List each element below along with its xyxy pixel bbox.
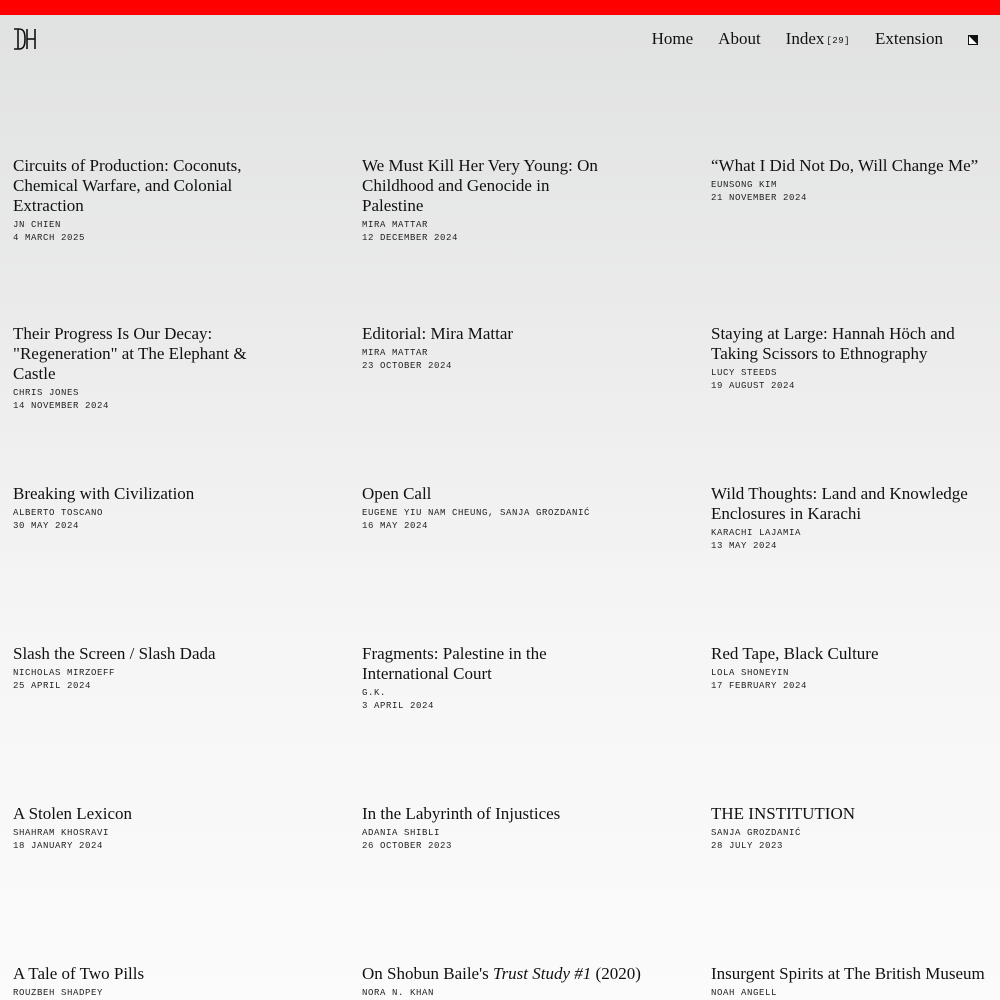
article-card[interactable] — [711, 964, 991, 1000]
nav-index-label: Index — [785, 29, 825, 48]
article-date: 19 AUGUST 2024 — [711, 381, 796, 391]
article-title-italic: Trust Study #1 — [493, 964, 592, 983]
article-title-post: (2020) — [591, 964, 641, 983]
article-title: Wild Thoughts: Land and Knowledge Enclosures in Karachi — [711, 484, 968, 523]
article-author: SHAHRAM KHOSRAVI — [13, 828, 110, 838]
article-date: 21 NOVEMBER 2024 — [711, 193, 808, 203]
article-date: 26 OCTOBER 2023 — [362, 841, 453, 851]
article-author: ALBERTO TOSCANO — [13, 508, 104, 518]
article-title: We Must Kill Her Very Young: On Childhood and Genocide in Palestine — [362, 156, 598, 215]
article-date: 12 DECEMBER 2024 — [362, 233, 459, 243]
article-card[interactable] — [362, 324, 642, 373]
article-author: ROUZBEH SHADPEY — [13, 988, 104, 998]
article-author: KARACHI LAJAMIA — [711, 528, 802, 538]
article-card[interactable] — [362, 644, 642, 713]
article-date: 23 OCTOBER 2024 — [362, 361, 453, 371]
article-title: “What I Did Not Do, Will Change Me” — [711, 156, 979, 175]
article-card[interactable] — [711, 324, 991, 393]
article-title: Open Call — [362, 484, 432, 503]
article-date: 3 APRIL 2024 — [362, 701, 435, 711]
article-title: Editorial: Mira Mattar — [362, 324, 514, 343]
article-title: Red Tape, Black Culture — [711, 644, 879, 663]
article-date: 16 MAY 2024 — [362, 521, 429, 531]
nav-home[interactable]: Home — [651, 29, 694, 48]
article-title: THE INSTITUTION — [711, 804, 855, 823]
article-author: NICHOLAS MIRZOEFF — [13, 668, 116, 678]
article-author: EUNSONG KIM — [711, 180, 778, 190]
article-author: MIRA MATTAR — [362, 348, 429, 358]
article-card[interactable] — [13, 156, 293, 245]
article-author: EUGENE YIU NAM CHEUNG, SANJA GROZDANIĆ — [362, 508, 591, 518]
article-date: 4 MARCH 2025 — [13, 233, 86, 243]
article-date: 25 APRIL 2024 — [13, 681, 92, 691]
article-date: 17 FEBRUARY 2024 — [711, 681, 808, 691]
article-card[interactable] — [711, 804, 991, 853]
article-author: MIRA MATTAR — [362, 220, 429, 230]
article-card[interactable] — [13, 644, 293, 693]
article-card[interactable] — [711, 644, 991, 693]
article-date: 18 JANUARY 2024 — [13, 841, 104, 851]
article-title: In the Labyrinth of Injustices — [362, 804, 561, 823]
article-title: Fragments: Palestine in the International Court — [362, 644, 547, 683]
article-card[interactable] — [711, 156, 991, 205]
article-card[interactable] — [711, 484, 991, 553]
article-author: LUCY STEEDS — [711, 368, 778, 378]
nav-about[interactable]: About — [718, 29, 761, 48]
article-date: 28 JULY 2023 — [711, 841, 784, 851]
article-author: NORA N. KHAN — [362, 988, 435, 998]
nav-extension[interactable]: Extension — [875, 29, 943, 48]
article-date: 14 NOVEMBER 2024 — [13, 401, 110, 411]
article-title: Breaking with Civilization — [13, 484, 195, 503]
article-author: JN CHIEN — [13, 220, 62, 230]
article-title: Staying at Large: Hannah Höch and Taking Scissors to Ethnography — [711, 324, 955, 363]
article-author: ADANIA SHIBLI — [362, 828, 441, 838]
article-card[interactable] — [362, 964, 642, 1000]
article-title: Circuits of Production: Coconuts, Chemical Warfare, and Colonial Extraction — [13, 156, 242, 215]
article-title: Insurgent Spirits at The British Museum — [711, 964, 985, 983]
article-card[interactable] — [362, 484, 642, 533]
article-date: 30 MAY 2024 — [13, 521, 80, 531]
article-card[interactable] — [362, 156, 642, 245]
article-title-pre: On Shobun Baile's — [362, 964, 494, 983]
article-card[interactable] — [13, 964, 293, 1000]
article-title: Slash the Screen / Slash Dada — [13, 644, 216, 663]
index-count-badge: [29] — [826, 36, 850, 46]
article-author: CHRIS JONES — [13, 388, 80, 398]
article-card[interactable] — [13, 804, 293, 853]
article-title: A Tale of Two Pills — [13, 964, 145, 983]
article-author: LOLA SHONEYIN — [711, 668, 790, 678]
article-card[interactable] — [362, 804, 642, 853]
article-title: Their Progress Is Our Decay: "Regeneration" at The Elephant & Castle — [13, 324, 247, 383]
article-title: A Stolen Lexicon — [13, 804, 132, 823]
article-author: SANJA GROZDANIĆ — [711, 828, 802, 838]
article-card[interactable] — [13, 324, 293, 413]
article-author: G.K. — [362, 688, 387, 698]
article-card[interactable] — [13, 484, 293, 533]
article-author: NOAH ANGELL — [711, 988, 778, 998]
article-date: 13 MAY 2024 — [711, 541, 778, 551]
article-title — [362, 964, 642, 984]
